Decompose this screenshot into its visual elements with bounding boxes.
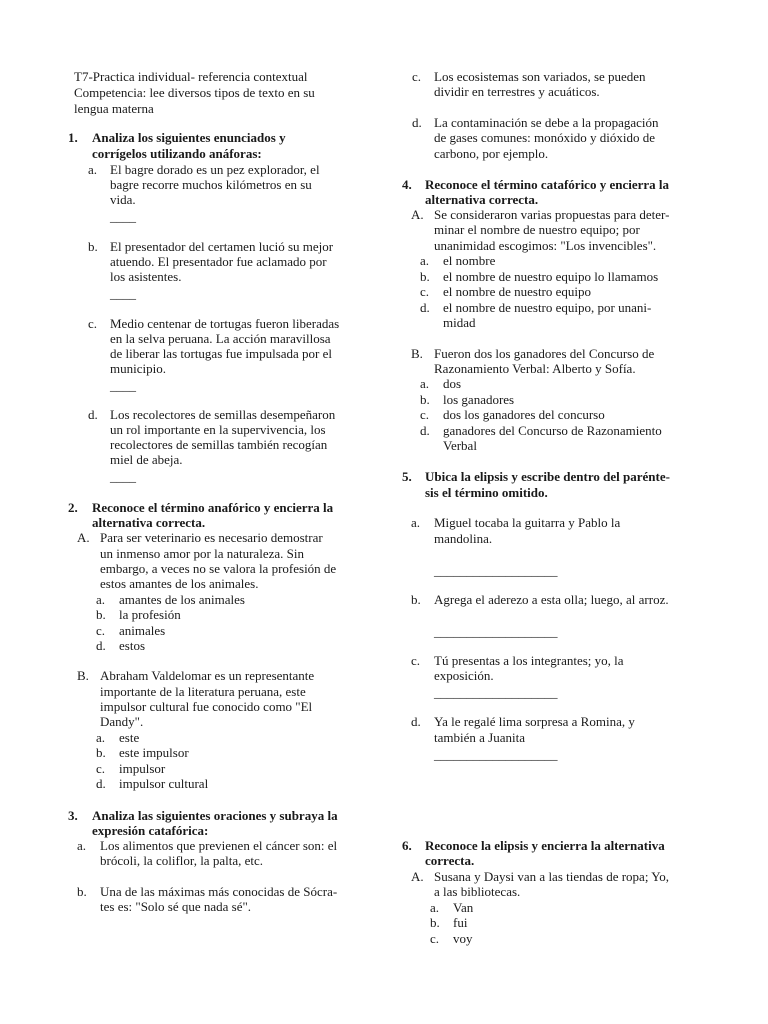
option-marker: c. (96, 623, 106, 638)
question-number: 5. (402, 469, 412, 484)
item-text: municipio. (110, 361, 166, 376)
answer-blank[interactable]: ___________________ (434, 563, 558, 578)
item-text: impulsor cultural fue conocido como "El (100, 699, 313, 714)
item-marker: a. (77, 838, 87, 853)
item-text: Se consideraron varias propuestas para deter- (434, 207, 670, 222)
item-marker: c. (411, 653, 421, 668)
item-marker: d. (411, 714, 421, 729)
question-number: 1. (68, 130, 78, 145)
item-text: El bagre dorado es un pez explorador, el (110, 162, 320, 177)
option-marker: a. (96, 592, 106, 607)
answer-blank[interactable]: ____ (110, 378, 136, 393)
item-text: bagre recorre muchos kilómetros en su (110, 177, 312, 192)
item-text: de gases comunes: monóxido y dióxido de (434, 130, 655, 145)
answer-blank[interactable]: ___________________ (434, 685, 558, 700)
item-text: embargo, a veces no se valora la profesión de (100, 561, 337, 576)
header-line: Competencia: lee diversos tipos de texto en su (74, 85, 315, 100)
option-text[interactable]: voy (453, 931, 473, 946)
item-text: Para ser veterinario es necesario demostrar (100, 530, 323, 545)
option-marker: a. (420, 376, 430, 391)
item-marker: b. (88, 239, 98, 254)
item-text: Razonamiento Verbal: Alberto y Sofía. (434, 361, 636, 376)
item-text: atuendo. El presentador fue aclamado por (110, 254, 327, 269)
item-marker: a. (411, 515, 421, 530)
item-text: minar el nombre de nuestro equipo; por (434, 222, 640, 237)
item-text: Susana y Daysi van a las tiendas de ropa; Yo, (434, 869, 670, 884)
option-text[interactable]: amantes de los animales (119, 592, 245, 607)
item-text: los asistentes. (110, 269, 182, 284)
item-text: Agrega el aderezo a esta olla; luego, al arroz. (434, 592, 669, 607)
option-marker: c. (430, 931, 440, 946)
option-text[interactable]: este (119, 730, 140, 745)
item-text: El presentador del certamen lució su mejor (110, 239, 334, 254)
item-text: también a Juanita (434, 730, 525, 745)
option-text[interactable]: el nombre de nuestro equipo lo llamamos (443, 269, 659, 284)
option-marker: d. (96, 776, 106, 791)
question-number: 3. (68, 808, 78, 823)
item-marker: B. (411, 346, 423, 361)
option-marker: b. (96, 745, 106, 760)
question-title: alternativa correcta. (92, 515, 206, 530)
option-text[interactable]: el nombre de nuestro equipo, por unani- (443, 300, 652, 315)
option-marker: a. (420, 253, 430, 268)
item-text: vida. (110, 192, 136, 207)
option-marker: c. (420, 407, 430, 422)
item-text: Una de las máximas más conocidas de Sócra- (100, 884, 338, 899)
option-marker: b. (420, 392, 430, 407)
option-text[interactable]: el nombre (443, 253, 496, 268)
option-text[interactable]: ganadores del Concurso de Razonamiento (443, 423, 662, 438)
item-text: un inmenso amor por la naturaleza. Sin (100, 546, 304, 561)
header-line: T7-Practica individual- referencia contextual (74, 69, 308, 84)
question-title: expresión catafórica: (92, 823, 209, 838)
option-marker: d. (420, 300, 430, 315)
item-text: brócoli, la coliflor, la palta, etc. (100, 853, 263, 868)
option-marker: d. (420, 423, 430, 438)
answer-blank[interactable]: ____ (110, 209, 136, 224)
item-marker: d. (88, 407, 98, 422)
option-marker: b. (96, 607, 106, 622)
option-text[interactable]: impulsor cultural (119, 776, 209, 791)
option-marker: b. (420, 269, 430, 284)
option-marker: b. (430, 915, 440, 930)
item-text: Miguel tocaba la guitarra y Pablo la (434, 515, 621, 530)
option-text[interactable]: fui (453, 915, 468, 930)
answer-blank[interactable]: ____ (110, 469, 136, 484)
option-text[interactable]: estos (119, 638, 145, 653)
item-text: carbono, por ejemplo. (434, 146, 549, 161)
item-marker: c. (412, 69, 422, 84)
question-title: alternativa correcta. (425, 192, 539, 207)
item-marker: d. (412, 115, 422, 130)
item-marker: b. (77, 884, 87, 899)
item-marker: a. (88, 162, 98, 177)
item-text: mandolina. (434, 531, 493, 546)
option-text[interactable]: dos (443, 376, 462, 391)
option-text[interactable]: Verbal (443, 438, 477, 453)
item-text: importante de la literatura peruana, este (100, 684, 306, 699)
option-text[interactable]: impulsor (119, 761, 166, 776)
item-text: un rol importante en la supervivencia, los (110, 422, 326, 437)
answer-blank[interactable]: ____ (110, 286, 136, 301)
item-text: Dandy". (100, 714, 144, 729)
item-text: Medio centenar de tortugas fueron liberadas (110, 316, 340, 331)
item-marker: b. (411, 592, 421, 607)
option-text[interactable]: el nombre de nuestro equipo (443, 284, 592, 299)
question-title: Reconoce el término anafórico y encierra la (92, 500, 334, 515)
option-marker: c. (420, 284, 430, 299)
question-number: 4. (402, 177, 412, 192)
header-line: lengua materna (74, 101, 154, 116)
option-marker: a. (96, 730, 106, 745)
question-title: corrígelos utilizando anáforas: (92, 146, 262, 161)
item-text: Fueron dos los ganadores del Concurso de (434, 346, 655, 361)
option-marker: c. (96, 761, 106, 776)
option-text[interactable]: la profesión (119, 607, 181, 622)
item-marker: A. (77, 530, 90, 545)
item-marker: B. (77, 668, 89, 683)
item-text: Los recolectores de semillas desempeñaron (110, 407, 336, 422)
option-text[interactable]: Van (453, 900, 474, 915)
option-text[interactable]: los ganadores (443, 392, 515, 407)
question-title: correcta. (425, 853, 475, 868)
item-text: Los ecosistemas son variados, se pueden (434, 69, 646, 84)
item-text: Los alimentos que previenen el cáncer son: el (100, 838, 338, 853)
question-title: Analiza los siguientes enunciados y (92, 130, 286, 145)
item-text: dividir en terrestres y acuáticos. (434, 84, 600, 99)
option-text[interactable]: este impulsor (119, 745, 189, 760)
question-title: Ubica la elipsis y escribe dentro del parénte- (425, 469, 670, 484)
option-text[interactable]: dos los ganadores del concurso (443, 407, 605, 422)
option-text[interactable]: midad (443, 315, 476, 330)
item-text: exposición. (434, 668, 494, 683)
item-text: recolectores de semillas también recogían (110, 437, 328, 452)
item-text: tes es: "Solo sé que nada sé". (100, 899, 252, 914)
question-number: 2. (68, 500, 78, 515)
item-marker: A. (411, 869, 424, 884)
question-number: 6. (402, 838, 412, 853)
option-marker: a. (430, 900, 440, 915)
item-text: miel de abeja. (110, 452, 183, 467)
answer-blank[interactable]: ___________________ (434, 624, 558, 639)
item-text: a las bibliotecas. (434, 884, 521, 899)
item-text: La contaminación se debe a la propagación (434, 115, 659, 130)
answer-blank[interactable]: ___________________ (434, 747, 558, 762)
question-title: Analiza las siguientes oraciones y subraya la (92, 808, 338, 823)
item-text: unanimidad escogimos: "Los invencibles". (434, 238, 657, 253)
question-title: sis el término omitido. (425, 485, 548, 500)
item-text: estos amantes de los animales. (100, 576, 259, 591)
item-text: Ya le regalé lima sorpresa a Romina, y (434, 714, 635, 729)
item-text: Tú presentas a los integrantes; yo, la (434, 653, 624, 668)
question-title: Reconoce el término catafórico y encierra la (425, 177, 670, 192)
question-title: Reconoce la elipsis y encierra la alternativa (425, 838, 665, 853)
item-text: en la selva peruana. La acción maravillosa (110, 331, 331, 346)
option-marker: d. (96, 638, 106, 653)
item-text: Abraham Valdelomar es un representante (100, 668, 315, 683)
option-text[interactable]: animales (119, 623, 166, 638)
item-marker: A. (411, 207, 424, 222)
item-marker: c. (88, 316, 98, 331)
item-text: de liberar las tortugas fue impulsada por el (110, 346, 333, 361)
